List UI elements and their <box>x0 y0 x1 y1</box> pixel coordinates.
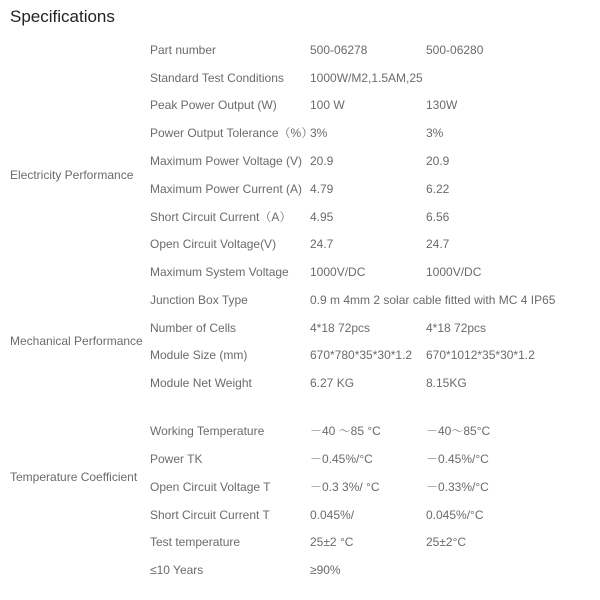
value-col-1: 20.9 <box>310 154 334 168</box>
spec-label: Maximum Power Current (A) <box>150 182 303 196</box>
spec-label: Junction Box Type <box>150 293 248 307</box>
value-col-1: 0.9 m 4mm 2 solar cable fitted with MC 4 IP65 <box>310 293 556 307</box>
spec-label: Short Circuit Current T <box>150 508 270 522</box>
value-col-2: 8.15KG <box>426 376 467 390</box>
value-col-2: 500-06280 <box>426 43 484 57</box>
value-col-1: 1000W/M2,1.5AM,25 <box>310 71 423 85</box>
value-col-1: －40 ～85 °C <box>310 424 381 438</box>
value-col-2: －0.45%/°C <box>426 452 489 466</box>
value-col-2: 4*18 72pcs <box>426 321 487 335</box>
value-col-2: 6.56 <box>426 210 450 224</box>
value-col-1: －0.45%/°C <box>310 452 373 466</box>
spec-label: Power Output Tolerance（%） <box>150 126 314 140</box>
spec-label: Module Size (mm) <box>150 348 248 362</box>
spec-label: Part number <box>150 43 217 57</box>
value-col-2: －40～85°C <box>426 424 491 438</box>
spec-label: ≤10 Years <box>150 563 204 577</box>
spec-label: Module Net Weight <box>150 376 252 390</box>
group-label: Electricity Performance <box>10 168 134 182</box>
value-col-2: 24.7 <box>426 237 450 251</box>
spec-label: Short Circuit Current（A） <box>150 210 292 224</box>
value-col-1: 100 W <box>310 98 345 112</box>
spec-label: Test temperature <box>150 535 241 549</box>
value-col-1: 670*780*35*30*1.2 <box>310 348 413 362</box>
spec-label: Number of Cells <box>150 321 237 335</box>
value-col-2: －0.33%/°C <box>426 480 489 494</box>
value-col-1: 1000V/DC <box>310 265 366 279</box>
value-col-2: 1000V/DC <box>426 265 482 279</box>
value-col-1: 4*18 72pcs <box>310 321 371 335</box>
value-col-1: 6.27 KG <box>310 376 355 390</box>
value-col-2: 6.22 <box>426 182 450 196</box>
value-col-1: 24.7 <box>310 237 334 251</box>
value-col-2: 130W <box>426 98 458 112</box>
value-col-1: 25±2 °C <box>310 535 354 549</box>
spec-label: Open Circuit Voltage T <box>150 480 271 494</box>
spec-label: Working Temperature <box>150 424 265 438</box>
spec-label: Standard Test Conditions <box>150 71 284 85</box>
value-col-2: 3% <box>426 126 444 140</box>
value-col-1: 500-06278 <box>310 43 368 57</box>
spec-label: Power TK <box>150 452 203 466</box>
value-col-2: 670*1012*35*30*1.2 <box>426 348 535 362</box>
page-title: Specifications <box>10 7 115 26</box>
value-col-2: 0.045%/°C <box>426 508 484 522</box>
spec-label: Open Circuit Voltage(V) <box>150 237 277 251</box>
value-col-2: 25±2°C <box>426 535 467 549</box>
value-col-1: 0.045%/ <box>310 508 355 522</box>
group-label: Temperature Coefficient <box>10 470 138 484</box>
value-col-1: ≥90% <box>310 563 341 577</box>
value-col-2: 20.9 <box>426 154 450 168</box>
value-col-1: 4.79 <box>310 182 334 196</box>
spec-label: Maximum System Voltage <box>150 265 289 279</box>
value-col-1: －0.3 3%/ °C <box>310 480 380 494</box>
value-col-1: 4.95 <box>310 210 334 224</box>
spec-label: Peak Power Output (W) <box>150 98 277 112</box>
group-label: Mechanical Performance <box>10 334 143 348</box>
value-col-1: 3% <box>310 126 328 140</box>
spec-label: Maximum Power Voltage (V) <box>150 154 303 168</box>
